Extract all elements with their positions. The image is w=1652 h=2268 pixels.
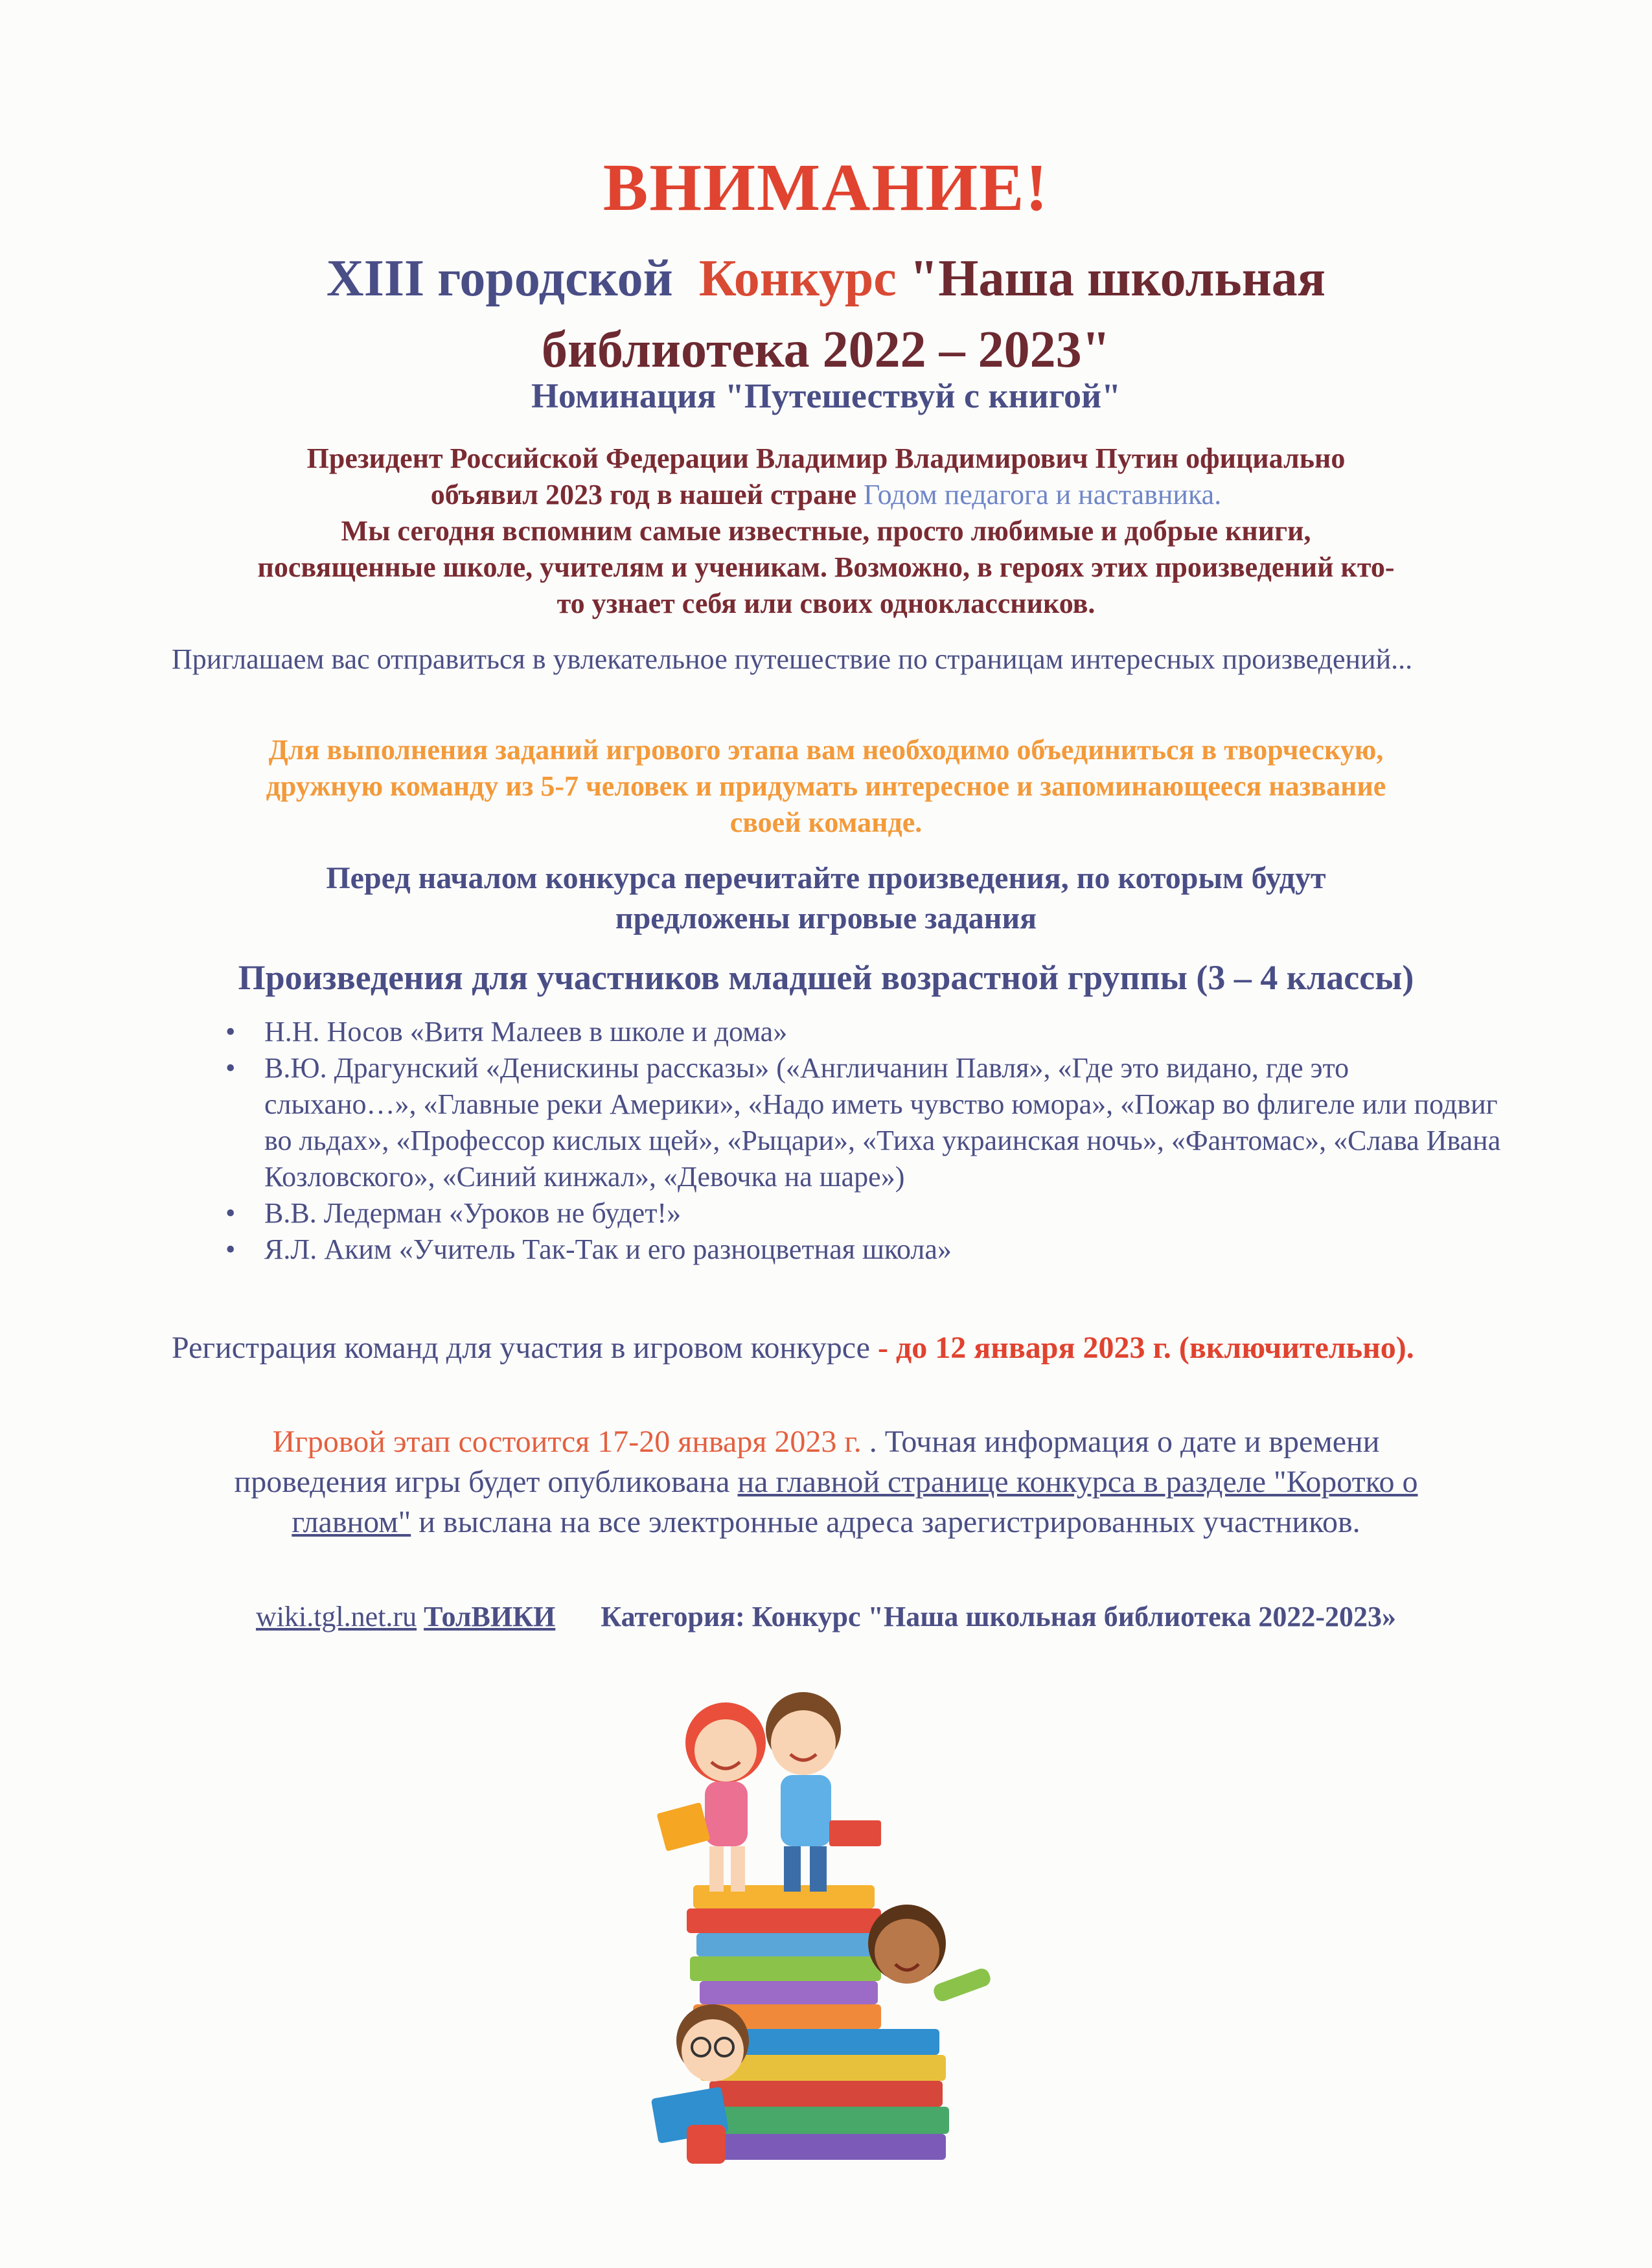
footer-category: Категория: Конкурс "Наша школьная библиотека 2022-2023» <box>601 1601 1396 1632</box>
list-item: • В.Ю. Драгунский «Денискины рассказы» («Англичанин Павля», «Где это видано, где это слыхано…», «Главные реки Америки», «Надо иметь чувство юмора», «Пожар во флигеле или подвиг во льдах», «Профессор кислых щей», «Рыцари», «Тиха украинская ночь», «Фантомас», «Слава Ивана Козловского», «Синий кинжал», «Девочка на шаре») <box>220 1050 1503 1195</box>
reread-paragraph <box>162 858 1490 939</box>
nomination-heading: Номинация "Путешествуй с книгой" <box>531 376 1121 415</box>
team-line3: своей команде. <box>729 807 923 838</box>
game-stage-paragraph <box>194 1422 1458 1542</box>
intro-paragraph <box>194 441 1458 622</box>
intro-line2a: объявил 2023 год в нашей стране <box>430 479 856 510</box>
intro-line5: то узнает себя или своих одноклассников. <box>556 588 1096 619</box>
year-of-teacher-highlight: Годом педагога и наставника. <box>864 479 1222 510</box>
title-part1: XIII городской <box>326 250 673 307</box>
team-line1: Для выполнения заданий игрового этапа вам необходимо объединиться в творческую, <box>268 734 1384 766</box>
game-stage-date: Игровой этап состоится 17-20 января 2023 г. <box>272 1425 862 1459</box>
wiki-link[interactable]: wiki.tgl.net.ru <box>255 1601 417 1632</box>
team-paragraph <box>162 732 1490 841</box>
list-item: • Н.Н. Носов «Витя Малеев в школе и дома» <box>220 1014 1503 1050</box>
game-stage-text2: и выслана на все электронные адреса зарегистрированных участников. <box>411 1505 1360 1539</box>
boy-peeking <box>868 1905 992 2004</box>
attention-heading: ВНИМАНИЕ! <box>602 150 1050 225</box>
registration-deadline: - до 12 января 2023 г. (включительно). <box>877 1331 1414 1365</box>
footer <box>0 1600 1652 1633</box>
list-item: • В.В. Ледерман «Уроков не будет!» <box>220 1195 1503 1231</box>
intro-line1: Президент Российской Федерации Владимир Владимирович Путин официально <box>306 442 1346 474</box>
title-part3: "Наша школьная <box>909 250 1326 307</box>
list-item: • Я.Л. Аким «Учитель Так-Так и его разноцветная школа» <box>220 1231 1503 1268</box>
game-stage-text1: . Точная информация о дате и времени проведения игры будет опубликована <box>234 1425 1380 1499</box>
works-list <box>220 1014 1503 1268</box>
works-heading: Произведения для участников младшей возрастной группы (3 – 4 классы) <box>238 958 1414 997</box>
registration-text: Регистрация команд для участия в игровом конкурсе <box>172 1331 870 1365</box>
main-page-link[interactable]: на главной странице конкурса в разделе "Коротко о главном" <box>292 1465 1418 1539</box>
kids-with-books-illustration <box>648 1671 1037 2177</box>
contest-title <box>0 243 1652 385</box>
intro-line3: Мы сегодня вспомним самые известные, просто любимые и добрые книги, <box>341 515 1311 547</box>
title-part4: библиотека 2022 – 2023" <box>541 321 1111 378</box>
reread-line1: Перед началом конкурса перечитайте произведения, по которым будут <box>326 861 1326 895</box>
girl-reading <box>656 1702 766 1892</box>
boy-reading <box>766 1692 881 1892</box>
registration-paragraph <box>172 1328 1500 1368</box>
tolwiki-link[interactable]: ТолВИКИ <box>424 1601 556 1632</box>
team-line2: дружную команду из 5-7 человек и придумать интересное и запоминающееся название <box>266 770 1386 802</box>
intro-line4: посвященные школе, учителям и ученикам. Возможно, в героях этих произведений кто- <box>257 551 1395 583</box>
reread-line2: предложены игровые задания <box>615 901 1037 935</box>
title-part2: Конкурс <box>698 250 897 307</box>
invite-paragraph: Приглашаем вас отправиться в увлекательное путешествие по страницам интересных произведений... <box>172 643 1413 675</box>
